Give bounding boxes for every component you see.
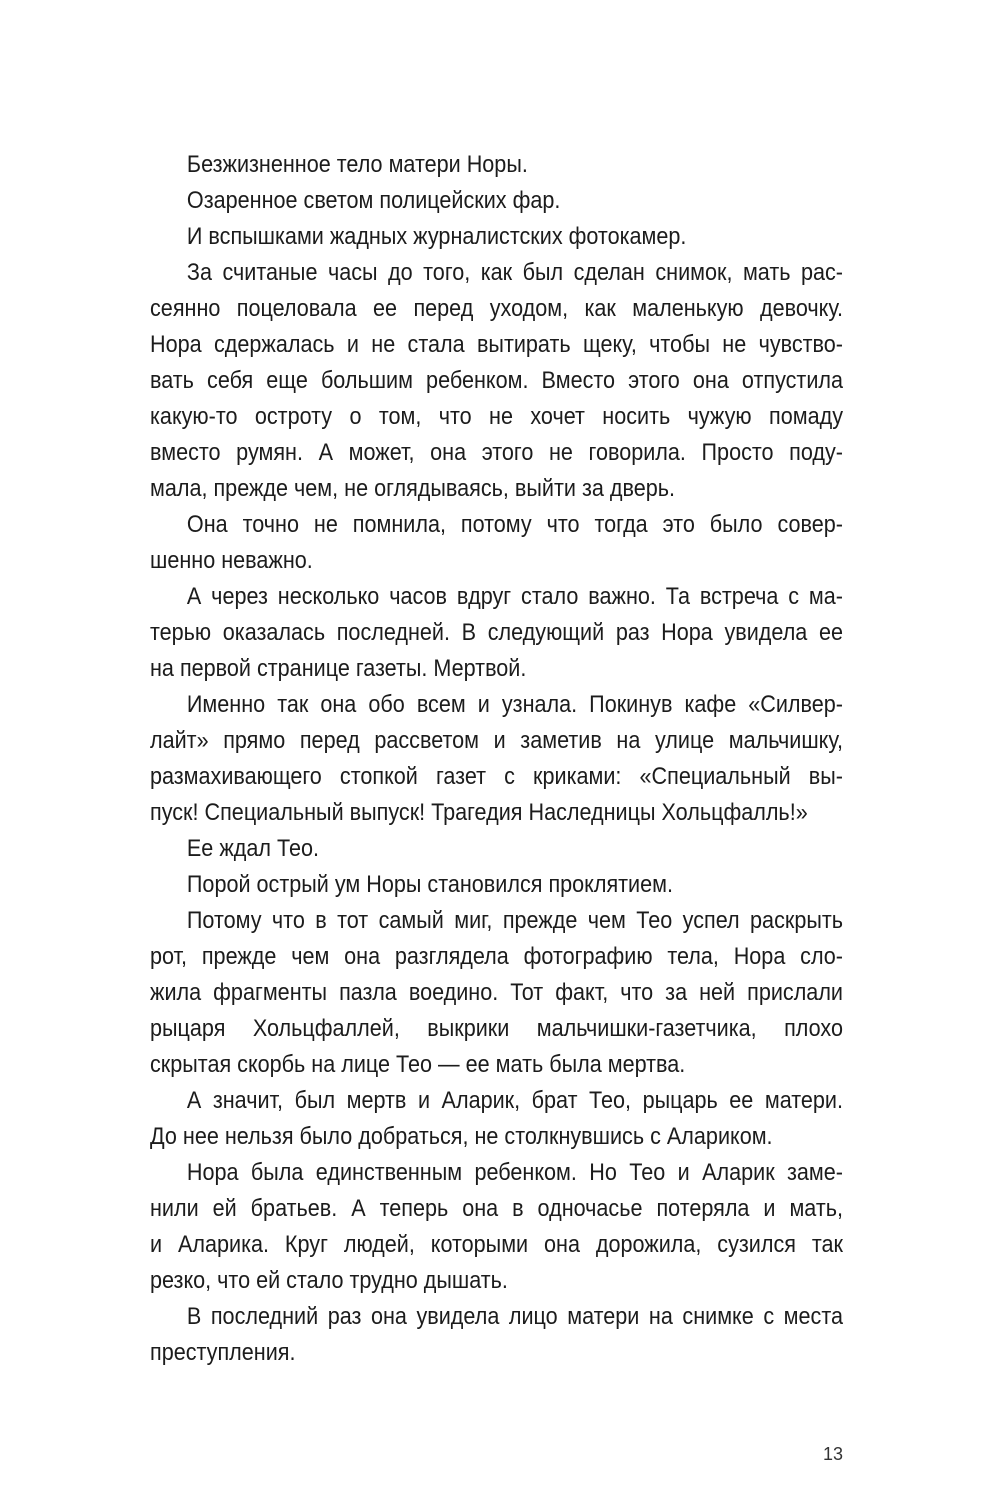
text-line: какую-то остроту о том, что не хочет носить чужую помаду — [150, 403, 843, 430]
text-line: До нее нельзя было добраться, не столкнувшись с Алариком. — [150, 1123, 773, 1150]
text-line: рот, прежде чем она разглядела фотографию тела, Нора сло- — [150, 943, 843, 970]
text-line: Нора была единственным ребенком. Но Тео и Аларик заме- — [186, 1159, 843, 1186]
text-line: рыцаря Хольцфаллей, выкрики мальчишки-газетчика, плохо — [150, 1015, 843, 1042]
text-line: шенно неважно. — [150, 547, 313, 574]
paragraph — [150, 147, 843, 183]
text-line: сеянно поцеловала ее перед уходом, как маленькую девочку. — [150, 295, 843, 322]
paragraph — [150, 903, 843, 1083]
text-line: мала, прежде чем, не оглядываясь, выйти за дверь. — [150, 475, 675, 502]
text-line: и Аларика. Круг людей, которыми она дорожила, сузился так — [150, 1231, 843, 1258]
paragraph — [150, 255, 843, 507]
text-line: резко, что ей стало трудно дышать. — [150, 1267, 508, 1294]
text-line: Именно так она обо всем и узнала. Покинув кафе «Силвер- — [186, 691, 843, 718]
text-line: Нора сдержалась и не стала вытирать щеку, чтобы не чувство- — [150, 331, 843, 358]
text-line: преступления. — [150, 1339, 296, 1366]
text-line: Потому что в тот самый миг, прежде чем Тео успел раскрыть — [186, 907, 843, 934]
paragraph — [150, 579, 843, 687]
text-line: За считаные часы до того, как был сделан снимок, мать рас- — [186, 259, 843, 286]
text-line: терью оказалась последней. В следующий раз Нора увидела ее — [150, 619, 843, 646]
text-line: жила фрагменты пазла воедино. Тот факт, что за ней прислали — [150, 979, 843, 1006]
text-line: вместо румян. А может, она этого не говорила. Просто поду- — [150, 439, 843, 466]
text-line: И вспышками жадных журналистских фотокамер. — [186, 223, 687, 250]
text-line: пуск! Специальный выпуск! Трагедия Наследницы Хольцфалль!» — [150, 799, 808, 826]
text-line: А значит, был мертв и Аларик, брат Тео, рыцарь ее матери. — [186, 1087, 843, 1114]
text-line: А через несколько часов вдруг стало важно. Та встреча с ма- — [186, 583, 843, 610]
paragraph — [150, 687, 843, 831]
paragraph — [150, 867, 843, 903]
text-line: вать себя еще большим ребенком. Вместо этого она отпустила — [150, 367, 843, 394]
text-line: лайт» прямо перед рассветом и заметив на улице мальчишку, — [150, 727, 843, 754]
text-line: Безжизненное тело матери Норы. — [186, 151, 528, 178]
text-line: Ее ждал Тео. — [186, 835, 320, 862]
paragraph — [150, 507, 843, 579]
text-line: скрытая скорбь на лице Тео — ее мать была мертва. — [150, 1051, 686, 1078]
page-number: 13 — [822, 1444, 843, 1464]
text-line: на первой странице газеты. Мертвой. — [150, 655, 527, 682]
text-line: Она точно не помнила, потому что тогда это было совер- — [186, 511, 843, 538]
paragraph — [150, 219, 843, 255]
text-line: Порой острый ум Норы становился проклятием. — [186, 871, 673, 898]
paragraph — [150, 1155, 843, 1299]
text-line: нили ей братьев. А теперь она в одночасье потеряла и мать, — [150, 1195, 843, 1222]
body-text — [150, 147, 843, 1371]
paragraph — [150, 183, 843, 219]
text-line: размахивающего стопкой газет с криками: «Специальный вы- — [150, 763, 843, 790]
paragraph — [150, 831, 843, 867]
text-line: Озаренное светом полицейских фар. — [186, 187, 561, 214]
text-line: В последний раз она увидела лицо матери на снимке с места — [186, 1303, 843, 1330]
paragraph — [150, 1083, 843, 1155]
paragraph — [150, 1299, 843, 1371]
